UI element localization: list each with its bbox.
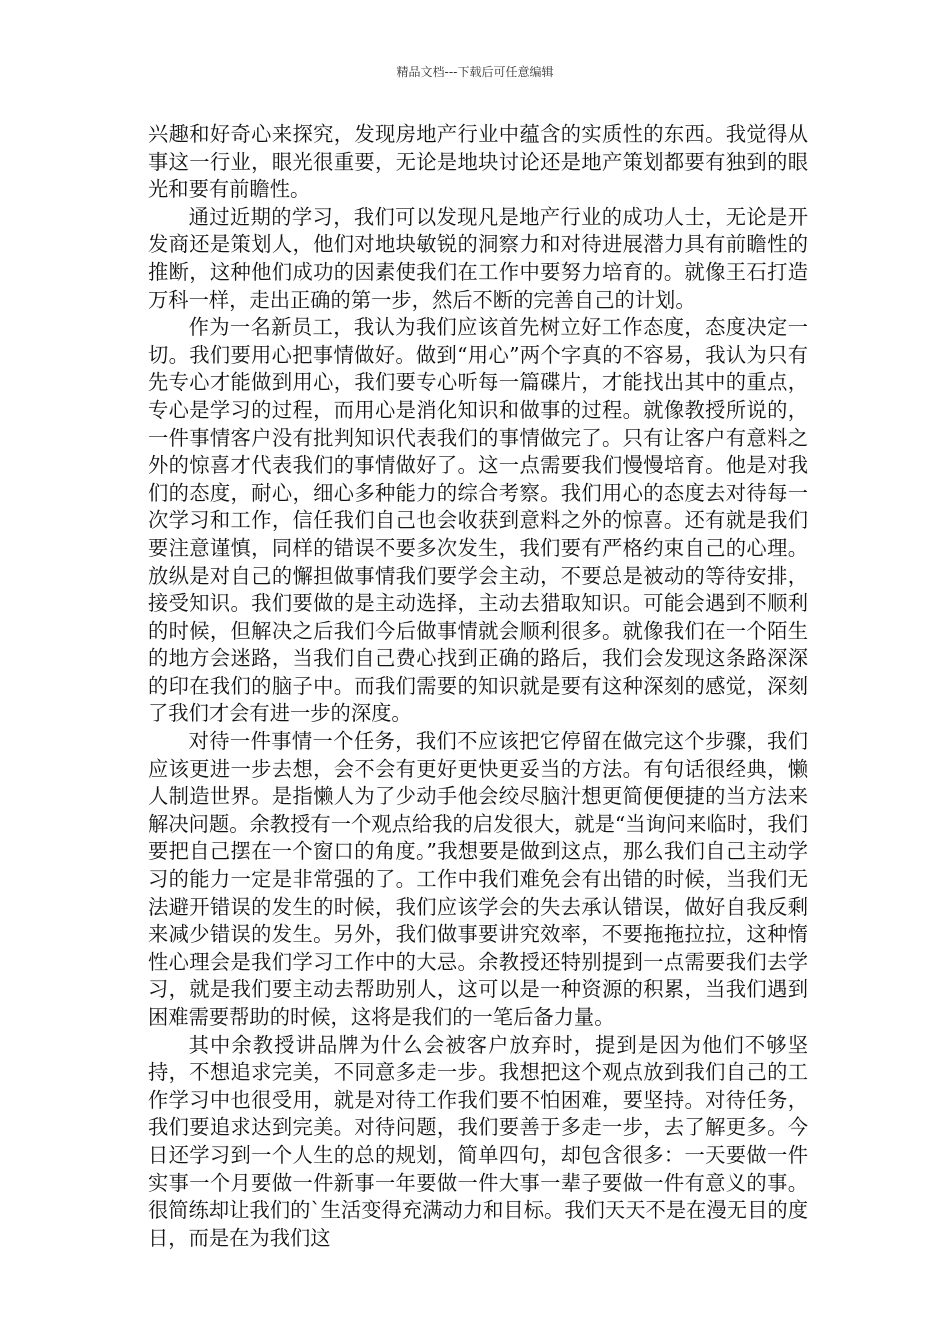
page-header: 精品文档---下载后可任意编辑: [396, 65, 554, 79]
paragraph: 其中余教授讲品牌为什么会被客户放弃时，提到是因为他们不够坚持，不想追求完美，不同意多走一步。我想把这个观点放到我们自己的工作学习中也很受用，就是对待工作我们要不怕困难，要坚持。对待任务，我们要追求达到完美。对待问题，我们要善于多走一步，去了解更多。今日还学习到一个人生的总的规划，简单四句，却包含很多：一天要做一件实事一个月要做一件新事一年要做一件大事一辈子要做一件有意义的事。很简练却让我们的`生活变得充满动力和目标。我们天天不是在漫无目的度日，而是在为我们这: [148, 1032, 808, 1250]
document-body: [148, 121, 808, 1252]
paragraph: 兴趣和好奇心来探究，发现房地产行业中蕴含的实质性的东西。我觉得从事这一行业，眼光很重要，无论是地块讨论还是地产策划都要有独到的眼光和要有前瞻性。: [148, 122, 808, 202]
paragraph: 通过近期的学习，我们可以发现凡是地产行业的成功人士，无论是开发商还是策划人，他们对地块敏锐的洞察力和对待进展潜力具有前瞻性的推断，这种他们成功的因素使我们在工作中要努力培育的。就像王石打造万科一样，走出正确的第一步，然后不断的完善自己的计划。: [148, 204, 808, 312]
paragraph: 对待一件事情一个任务，我们不应该把它停留在做完这个步骤，我们应该更进一步去想，会不会有更好更快更妥当的方法。有句话很经典，懒人制造世界。是指懒人为了少动手他会绞尽脑汁想更简便便捷的当方法来解决问题。余教授有一个观点给我的启发很大，就是“当询问来临时，我们要把自己摆在一个窗口的角度。”我想要是做到这点，那么我们自己主动学习的能力一定是非常强的了。工作中我们难免会有出错的时候，当我们无法避开错误的发生的时候，我们应该学会的失去承认错误，做好自我反剩来减少错误的发生。另外，我们做事要讲究效率，不要拖拖拉拉，这种惰性心理会是我们学习工作中的大忌。余教授还特别提到一点需要我们去学习，就是我们要主动去帮助别人，这可以是一种资源的积累，当我们遇到困难需要帮助的时候，这将是我们的一笔后备力量。: [148, 729, 808, 1029]
paragraph: 作为一名新员工，我认为我们应该首先树立好工作态度，态度决定一切。我们要用心把事情做好。做到“用心”两个字真的不容易，我认为只有先专心才能做到用心，我们要专心听每一篇碟片，才能找出其中的重点，专心是学习的过程，而用心是消化知识和做事的过程。就像教授所说的，一件事情客户没有批判知识代表我们的事情做完了。只有让客户有意料之外的惊喜才代表我们的事情做好了。这一点需要我们慢慢培育。他是对我们的态度，耐心，细心多种能力的综合考察。我们用心的态度去对待每一次学习和工作，信任我们自己也会收获到意料之外的惊喜。还有就是我们要注意谨慎，同样的错误不要多次发生，我们要有严格约束自己的心理。放纵是对自己的懈担做事情我们要学会主动，不要总是被动的等待安排，接受知识。我们要做的是主动选择，主动去猎取知识。可能会遇到不顺利的时候，但解决之后我们今后做事情就会顺利很多。就像我们在一个陌生的地方会迷路，当我们自己费心找到正确的路后，我们会发现这条路深深的印在我们的脑子中。而我们需要的知识就是要有这种深刻的感觉，深刻了我们才会有进一步的深度。: [148, 315, 808, 726]
